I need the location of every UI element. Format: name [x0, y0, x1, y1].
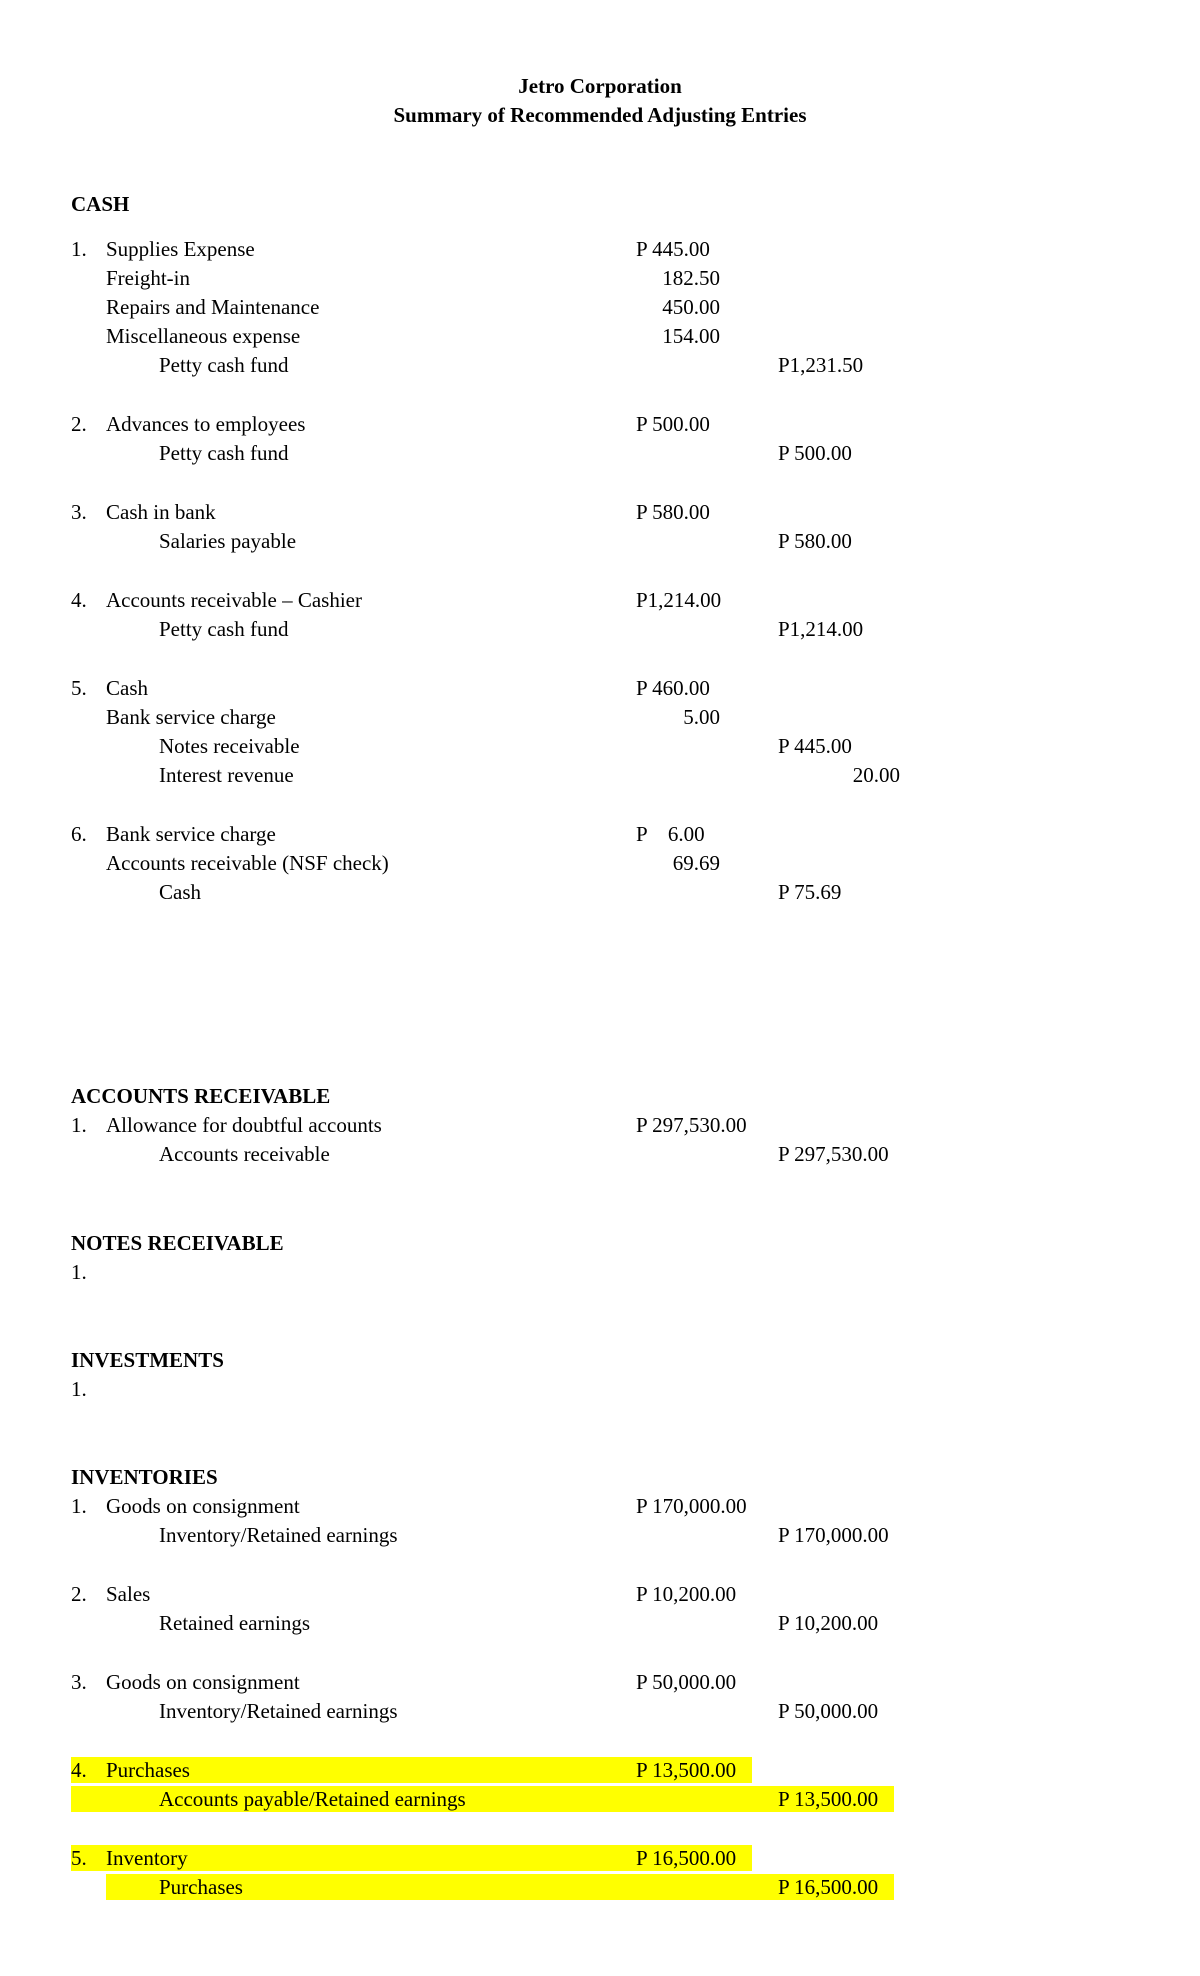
entry-number: 3.: [71, 1670, 87, 1694]
section-title-notes-receivable: NOTES RECEIVABLE: [71, 1231, 284, 1255]
entry-number: 2.: [71, 412, 87, 436]
account-name: Inventory/Retained earnings: [159, 1699, 398, 1723]
debit-amount: 69.69: [672, 851, 720, 875]
debit-amount: P 16,500.00: [636, 1846, 737, 1870]
entry-number: 1.: [71, 237, 87, 261]
debit-amount: 450.00: [662, 295, 720, 319]
entry-number: 2.: [71, 1582, 87, 1606]
account-name: Bank service charge: [106, 822, 276, 846]
account-name: Bank service charge: [106, 705, 276, 729]
account-name: Petty cash fund: [159, 617, 289, 641]
account-name: Accounts receivable – Cashier: [106, 588, 362, 612]
entry-number: 1.: [71, 1494, 87, 1518]
account-name: Inventory: [106, 1846, 188, 1870]
account-name: Goods on consignment: [106, 1494, 300, 1518]
debit-amount: P 6.00: [636, 822, 705, 846]
credit-amount: P 50,000.00: [778, 1699, 879, 1723]
account-name: Cash: [159, 880, 201, 904]
credit-amount: P 10,200.00: [778, 1611, 879, 1635]
account-name: Cash: [106, 676, 148, 700]
account-name: Retained earnings: [159, 1611, 311, 1635]
account-name: Allowance for doubtful accounts: [106, 1113, 382, 1137]
account-name: Salaries payable: [159, 529, 297, 553]
debit-amount: P 10,200.00: [636, 1582, 737, 1606]
credit-amount: P1,214.00: [778, 617, 864, 641]
debit-amount: P 460.00: [636, 676, 710, 700]
credit-amount: P 75.69: [778, 880, 842, 904]
account-name: Inventory/Retained earnings: [159, 1523, 398, 1547]
account-name: Notes receivable: [159, 734, 300, 758]
credit-amount: P 16,500.00: [778, 1875, 879, 1899]
account-name: Petty cash fund: [159, 353, 289, 377]
account-name: Cash in bank: [106, 500, 216, 524]
entry-number: 6.: [71, 822, 87, 846]
debit-amount: 5.00: [683, 705, 720, 729]
entry-number: 3.: [71, 500, 87, 524]
account-name: Goods on consignment: [106, 1670, 300, 1694]
account-name: Purchases: [159, 1875, 243, 1899]
debit-amount: P 500.00: [636, 412, 710, 436]
entry-number: 1.: [71, 1260, 87, 1284]
debit-amount: P 445.00: [636, 237, 710, 261]
account-name: Repairs and Maintenance: [106, 295, 320, 319]
credit-amount: P1,231.50: [778, 353, 864, 377]
credit-amount: 20.00: [852, 763, 900, 787]
account-name: Accounts payable/Retained earnings: [159, 1787, 466, 1811]
credit-amount: P 500.00: [778, 441, 852, 465]
debit-amount: P1,214.00: [636, 588, 722, 612]
account-name: Supplies Expense: [106, 237, 255, 261]
debit-amount: 182.50: [662, 266, 720, 290]
account-name: Purchases: [106, 1758, 190, 1782]
credit-amount: P 580.00: [778, 529, 852, 553]
section-title-inventories: INVENTORIES: [71, 1465, 218, 1489]
entry-number: 1.: [71, 1113, 87, 1137]
account-name: Accounts receivable (NSF check): [106, 851, 389, 875]
debit-amount: P 170,000.00: [636, 1494, 747, 1518]
debit-amount: P 13,500.00: [636, 1758, 737, 1782]
account-name: Freight-in: [106, 266, 190, 290]
entry-number: 4.: [71, 1758, 87, 1782]
debit-amount: P 297,530.00: [636, 1113, 747, 1137]
credit-amount: P 445.00: [778, 734, 852, 758]
debit-amount: P 580.00: [636, 500, 710, 524]
document-title: Summary of Recommended Adjusting Entries: [393, 103, 807, 127]
credit-amount: P 297,530.00: [778, 1142, 889, 1166]
entry-number: 4.: [71, 588, 87, 612]
account-name: Advances to employees: [106, 412, 306, 436]
credit-amount: P 13,500.00: [778, 1787, 879, 1811]
account-name: Sales: [106, 1582, 151, 1606]
entry-number: 1.: [71, 1377, 87, 1401]
section-title-accounts-receivable: ACCOUNTS RECEIVABLE: [71, 1084, 331, 1108]
credit-amount: P 170,000.00: [778, 1523, 889, 1547]
entry-number: 5.: [71, 1846, 87, 1870]
account-name: Accounts receivable: [159, 1142, 330, 1166]
section-title-investments: INVESTMENTS: [71, 1348, 224, 1372]
debit-amount: 154.00: [662, 324, 720, 348]
account-name: Interest revenue: [159, 763, 294, 787]
account-name: Petty cash fund: [159, 441, 289, 465]
account-name: Miscellaneous expense: [106, 324, 301, 348]
company-name: Jetro Corporation: [518, 74, 682, 98]
debit-amount: P 50,000.00: [636, 1670, 737, 1694]
section-title-cash: CASH: [71, 192, 130, 216]
entry-number: 5.: [71, 676, 87, 700]
